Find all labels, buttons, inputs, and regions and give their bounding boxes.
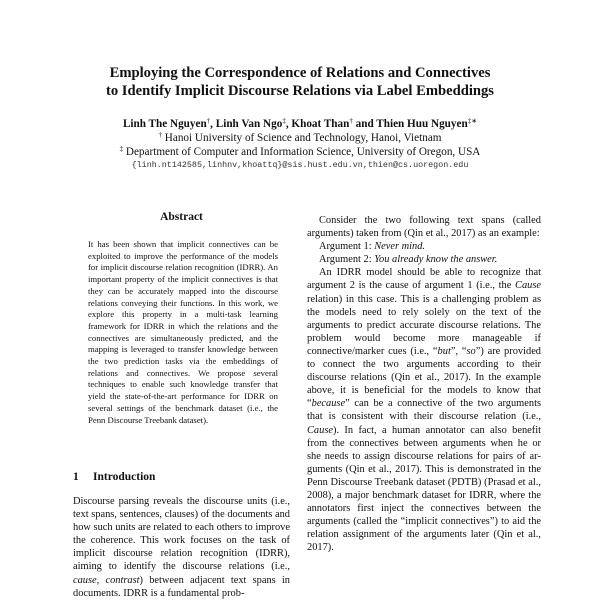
italic-term: Cause (515, 280, 541, 292)
author-list (60, 117, 540, 131)
affiliation-2 (60, 145, 540, 159)
text-run: ). In fact, a human annotator can also benefit from the connectives between arguments when he or she needs to assign discourse relations for pairs of arguments (Qin et al., 2017). This is demonstrated in the Penn Discourse Treebank dataset (PDTB) (Prasad et al., 2008), a major benchmark dataset for IDRR, where the annotators first inject the connectives between the arguments (called the “implicit connectives”) to aid the relation assignment of the arguments later (Qin et al., 2017). (307, 424, 541, 554)
introduction-paragraph (73, 495, 290, 600)
section-title: Introduction (93, 471, 156, 483)
argument-1 (307, 240, 541, 253)
author-name: Khoat Than (291, 118, 350, 130)
author-separator: , (210, 118, 216, 130)
argument-2 (307, 253, 541, 266)
text-run: An IDRR model should be able to recognize that argument 2 is the cause of argument 1 (i.e., the (307, 267, 541, 292)
italic-term: contrast (105, 574, 140, 586)
affiliation-text: Hanoi University of Science and Technology, Hanoi, Vietnam (161, 132, 442, 144)
paper-title (60, 64, 540, 100)
text-run: ” can be a connective of the two arguments that is consistent with their discourse relation (i.e., (307, 398, 541, 423)
argument-text: Never mind. (374, 241, 426, 253)
author-separator: , (285, 118, 292, 130)
italic-term: because (311, 398, 346, 410)
abstract-heading: Abstract (160, 211, 203, 223)
author-name: Linh Van Ngo (215, 118, 283, 130)
affiliation-mark: ‡∗ (467, 117, 478, 125)
example-intro-paragraph: Consider the two following text spans (called arguments) taken from (Qin et al., 2017) as an example: (307, 215, 541, 240)
title-line-2: to Identify Implicit Discourse Relations via Label Embeddings (106, 83, 494, 99)
affiliation-mark: † (206, 117, 211, 125)
italic-term: Cause (307, 424, 333, 436)
text-run: , (96, 574, 106, 586)
italic-term: cause (73, 574, 97, 586)
author-name: Thien Huu Nguyen (376, 118, 468, 130)
text-run: Discourse parsing reveals the discourse units (i.e., text spans, sentences, clauses) of the documents and how such units are related to each others to improve the coherence. This work focuses on the task of implicit discourse relation recognition (IDRR), aiming to identify the discourse relations (i.e., (73, 496, 290, 573)
argument-text: You already know the answer. (374, 254, 498, 266)
author-name: Linh The Nguyen (122, 118, 207, 130)
affiliation-mark: † (158, 131, 162, 139)
section-heading-introduction (73, 471, 155, 483)
affiliation-mark: † (349, 117, 353, 125)
title-line-1: Employing the Correspondence of Relations and Connectives (109, 65, 491, 81)
section-number: 1 (73, 471, 79, 483)
author-and: and (352, 118, 377, 130)
text-run: ”) are provided to connect the two arguments according to their discourse relations (Qin et al., 2017). In the example above, it is beneficial for the models to know that “ (307, 345, 541, 410)
argument-label: Argument 2: (319, 254, 375, 266)
affiliation-mark: ‡ (282, 117, 286, 125)
text-run: ) between adjacent text spans in documents. IDRR is a fundamental prob- (73, 574, 290, 599)
italic-term: but (437, 345, 451, 357)
abstract-body: It has been shown that implicit connectives can be exploited to improve the performance of the models for implicit discourse relation recognition (IDRR). An important property of the implicit connectives is that they can be accurately mapped into the discourse relations conveying their functions. In this work, we explore this property in a multi-task learning framework for IDRR in which the relations and the connectives are simultaneously predicted, and the mapping is leveraged to transfer knowledge between the two prediction tasks via the embeddings of relations and connectives. We propose several techniques to enable such knowledge transfer that yield the state-of-the-art performance for IDRR on several settings of the benchmark dataset (i.e., the Penn Discourse Treebank dataset). (88, 239, 278, 425)
affiliation-text: Department of Computer and Information Science, University of Oregon, USA (123, 146, 481, 158)
italic-term: so (466, 345, 476, 357)
argument-label: Argument 1: (319, 241, 375, 253)
affiliation-mark: ‡ (119, 145, 124, 153)
author-emails: {linh.nt142585,linhnv,khoattq}@sis.hust.edu.vn,thien@cs.uoregon.edu (131, 160, 469, 170)
text-run: ”, “ (450, 345, 467, 357)
right-column (307, 214, 541, 554)
idrr-paragraph (307, 266, 541, 554)
affiliation-1 (60, 131, 540, 145)
text-run: relation) in this case. This is a challenging problem as the models need to rely solely on the text of the arguments to predict accurate discourse relations. The problem would become more manageable if connective/marker cues (i.e., “ (307, 293, 541, 357)
